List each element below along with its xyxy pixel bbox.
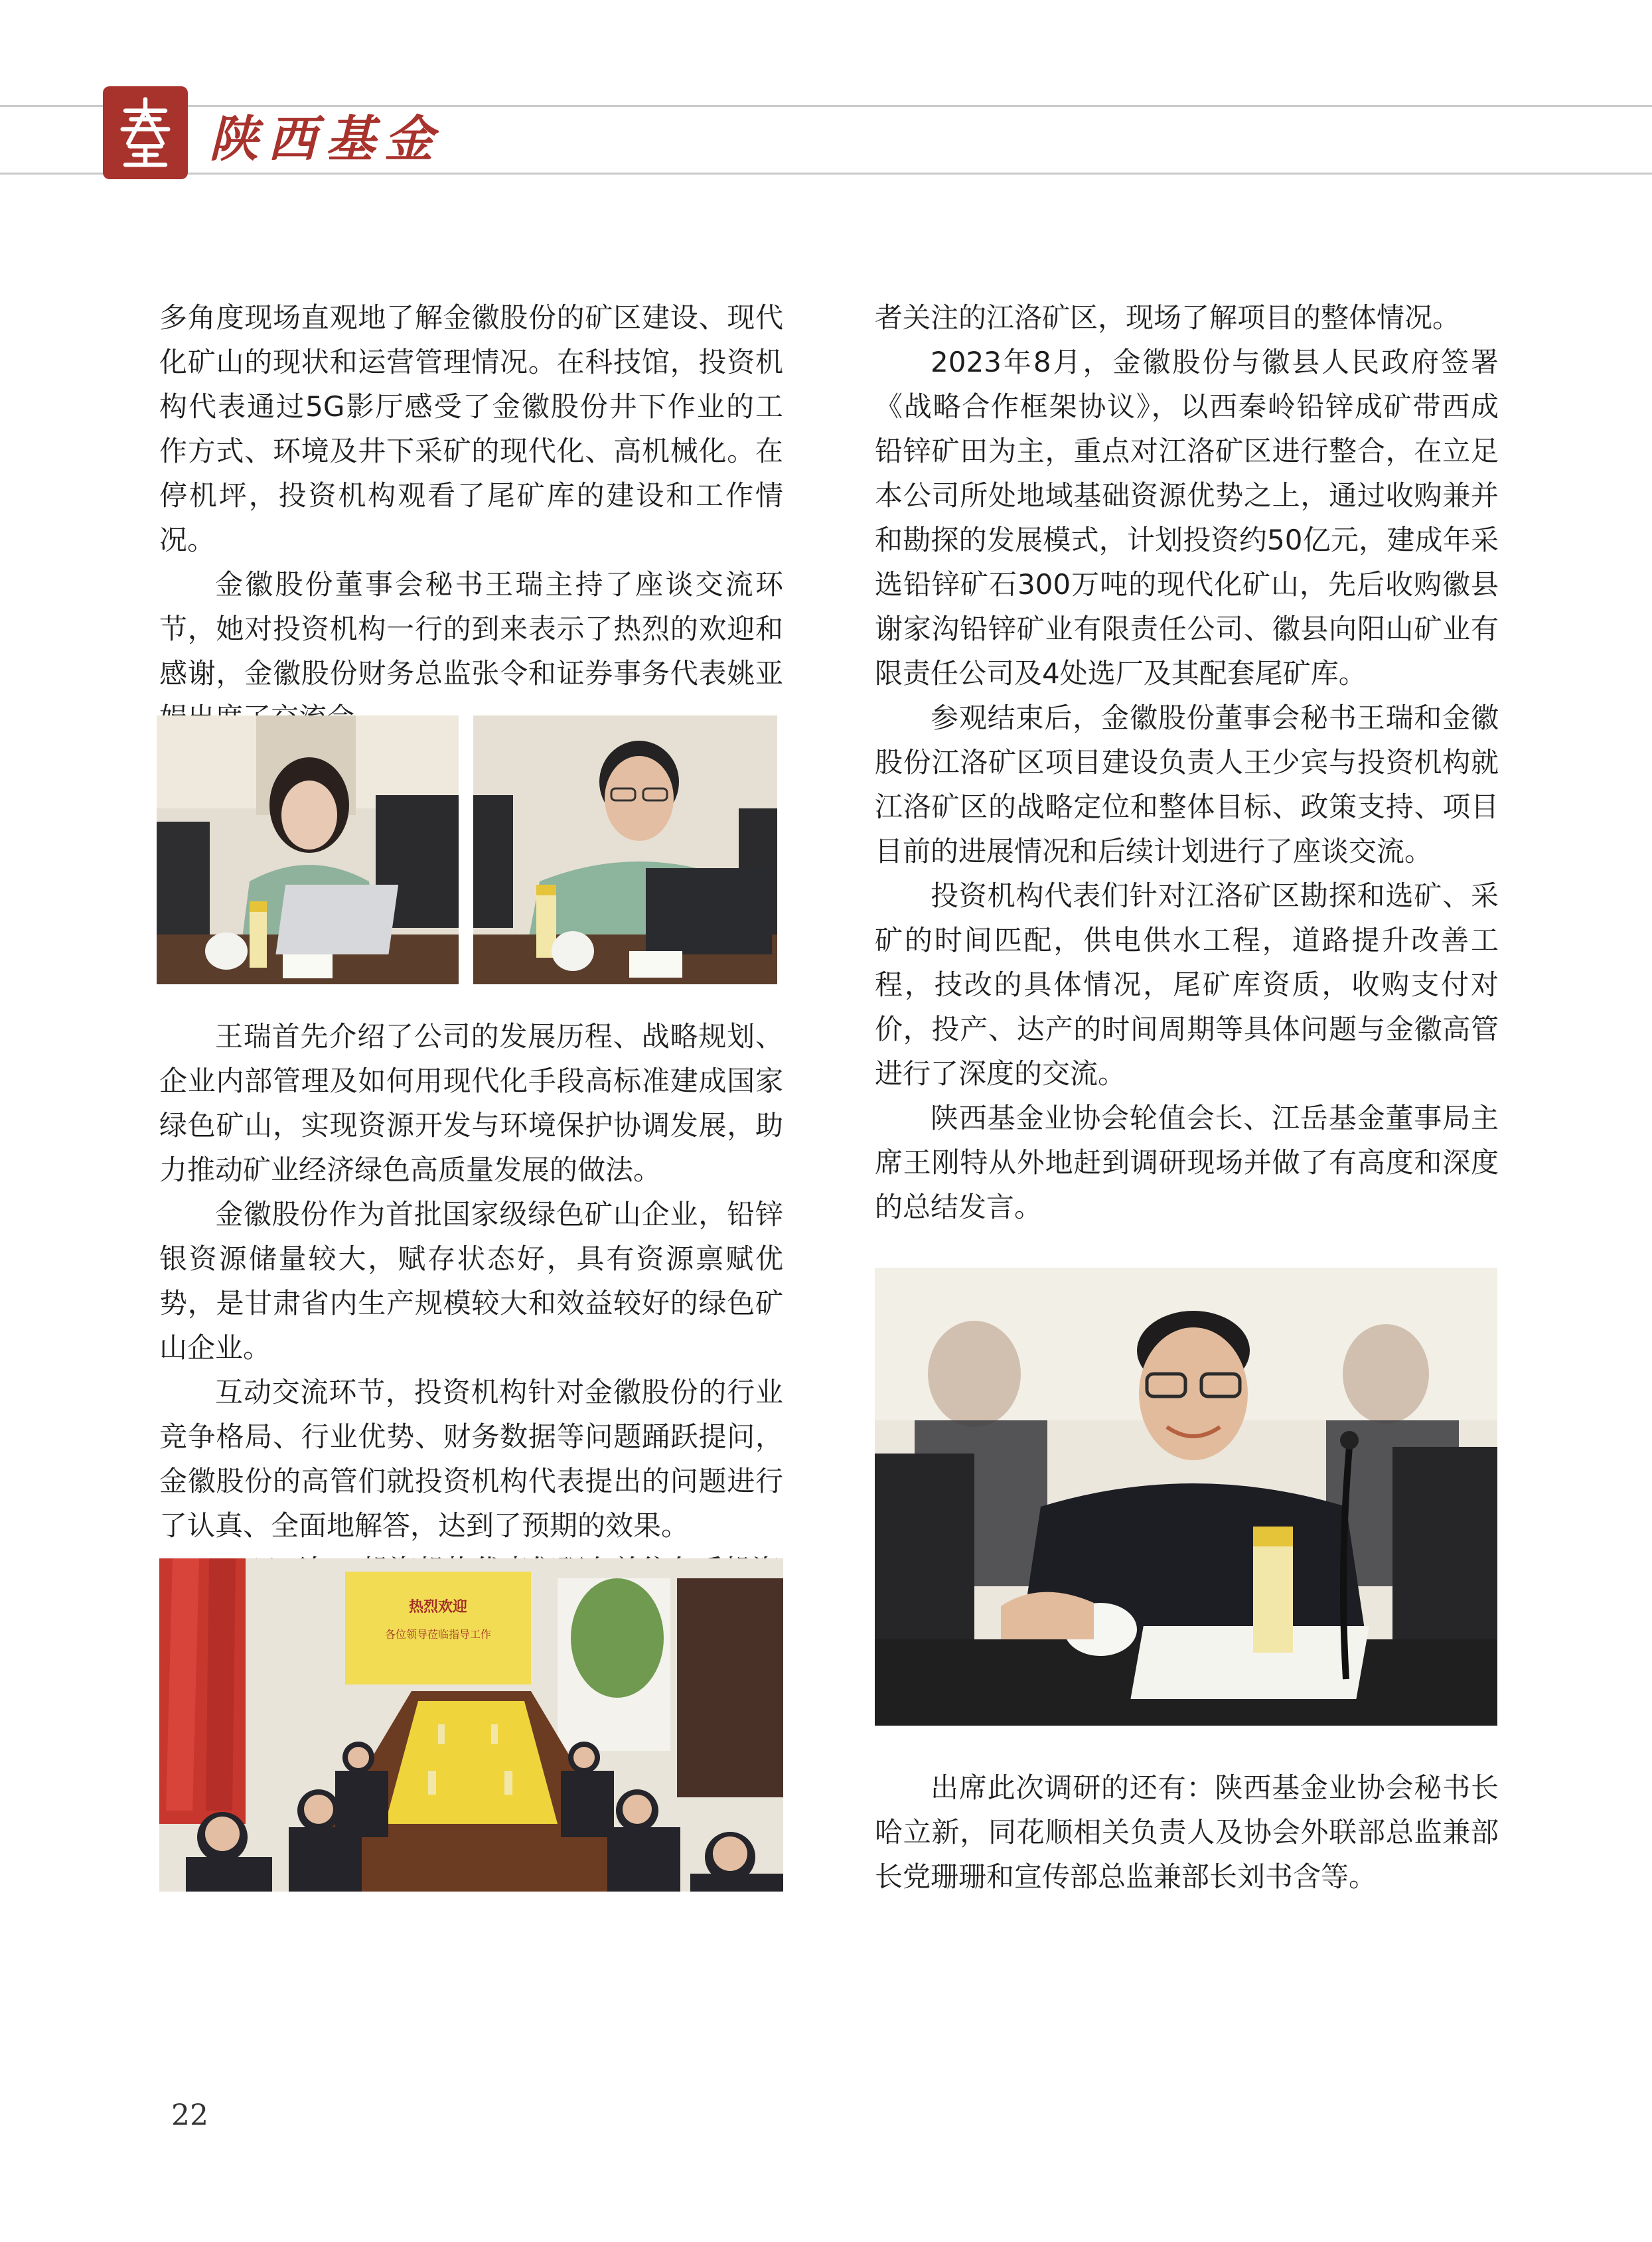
right-column-bottom <box>875 1765 1499 1899</box>
paragraph: 金徽股份董事会秘书王瑞主持了座谈交流环节，她对投资机构一行的到来表示了热烈的欢迎和感谢，金徽股份财务总监张令和证券事务代表姚亚 <box>159 568 783 690</box>
right-column-top <box>875 295 1499 1229</box>
paragraph: 金徽股份作为首批国家级绿色矿山企业，铅锌银资源储量较大，赋存状态好，具有资源禀赋优势，是甘肃省内生产规模较大和效益较好的绿色矿山企业。 <box>159 1198 783 1364</box>
chairman-speech-photo <box>875 1268 1497 1726</box>
paragraph: 2023年8月，金徽股份与徽县人民政府签署《战略合作框架协议》，以西秦岭铅锌成矿带西成铅锌矿田为主，重点对江洛矿区进行整合，在立足本公司所处地域基础资源优势之上，通过收购兼并和勘探的发展模式，计划投资约50亿元，建成年采选铅锌矿石300万吨的现代化矿山，先后收购徽县谢家沟铅锌矿业有限责任公司、徽县向阳山矿业有限责任公司及4处选厂及其配套尾矿库。 <box>875 346 1499 690</box>
banner-line2: 各位领导莅临指导工作 <box>384 1628 492 1641</box>
left-column-top <box>159 295 783 740</box>
paragraph: 互动交流环节，投资机构针对金徽股份的行业竞争格局、行业优势、财务数据等问题踊跃提问，金徽股份的高管们就投资机构代表提出的问题进行了认真、全面地解答，达到了预期的效果。 <box>159 1376 783 1542</box>
paragraph: 者关注的江洛矿区，现场了解项目的整体情况。 <box>875 301 1461 334</box>
paragraph: 王瑞首先介绍了公司的发展历程、战略规划、企业内部管理及如何用现代化手段高标准建成国家绿色矿山，实现资源开发与环境保护协调发展，助力推动矿业经济绿色高质量发展的做法。 <box>159 1020 783 1186</box>
banner-line1: 热烈欢迎 <box>408 1598 468 1615</box>
header-rule-bottom <box>0 173 1652 175</box>
meeting-room-photo <box>159 1558 783 1892</box>
paragraph: 多角度现场直观地了解金徽股份的矿区建设、现代化矿山的现状和运营管理情况。在科技馆，投资机构代表通过5G影厅感受了金徽股份井下作业的工作方式、环境及井下采矿的现代化、高机械化。在停机坪，投资机构观看了尾矿库的建设和工作情况。 <box>159 301 783 556</box>
paragraph: 投资机构代表们针对江洛矿区勘探和选矿、采矿的时间匹配，供电供水工程，道路提升改善工程，技改的具体情况，尾矿库资质，收购支付对价，投产、达产的时间周期等具体问题与金徽高管进行了深度的交流。 <box>875 879 1499 1090</box>
paragraph: 出席此次调研的还有：陕西基金业协会秘书长哈立新，同花顺相关负责人及协会外联部总监兼部长党珊珊和宣传部总监兼部长刘书含等。 <box>875 1771 1499 1893</box>
paragraph: 陕西基金业协会轮值会长、江岳基金董事局主席王刚特从外地赶到调研现场并做了有高度和深度的总结发言。 <box>875 1102 1499 1223</box>
left-column-bottom <box>159 1014 783 1592</box>
qin-seal-logo-icon <box>103 86 188 179</box>
page-number: 22 <box>171 2099 208 2132</box>
brand-title: 陕西基金 <box>209 111 443 168</box>
meeting-photo-speaker-woman <box>157 715 459 984</box>
paragraph: 参观结束后，金徽股份董事会秘书王瑞和金徽股份江洛矿区项目建设负责人王少宾与投资机构就江洛矿区的战略定位和整体目标、政策支持、项目目前的进展情况和后续计划进行了座谈交流。 <box>875 702 1499 867</box>
meeting-photo-speaker-man <box>473 715 777 984</box>
